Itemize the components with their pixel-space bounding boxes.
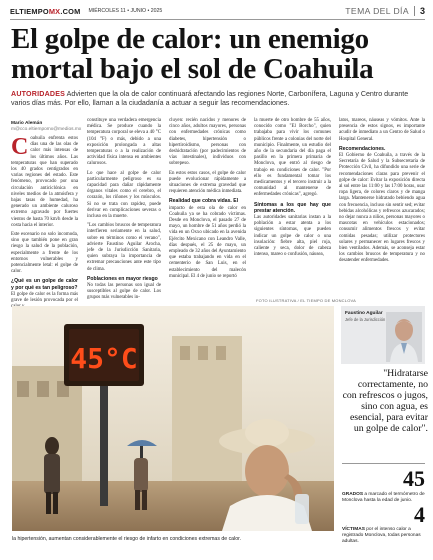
paragraph: impacto de esta ola de calor en Coahuila ya se ha cobrado víctimas. Desde en Monclova, el pasado 27 de mayo, un hombre de 51 años perdió la vida en un Oxxo ubicado en la avenida Ejército Mexicano con Leandro Valle, días después, el 25 de mayo, un empleado de 32 años del Ayuntamiento que estaba trabajando en vida en el cementerio de San Luis, en el establecimiento del malecón municipal. El 4 de junio se reportó <box>169 205 246 279</box>
brand-main: ELTIEMPO <box>10 6 49 16</box>
deck-label: AUTORIDADES <box>11 90 66 98</box>
divider <box>414 6 415 16</box>
paragraph: Lo que hace al golpe de calor particularmente peligroso es su capacidad para dañar rápidamente órganos vitales como el cerebro, el corazón, los riñones y los músculos. Si no se trata con rapidez, puede derivar en complicaciones severas o incluso en la muerte. <box>87 170 161 220</box>
paragraph: latos, mareos, náuseas y vómitos. Ante la presencia de estos signos, es importante acudir de inmediato a un Centro de Salud o Hospital General. <box>339 118 425 142</box>
author-name: Mario Alemán <box>11 121 43 126</box>
paragraph: constituye una verdadera emergencia médica. Se produce cuando la temperatura corporal se eleva a 40 °C (104 °F) o más, debido a una exposición prolongada a altas temperaturas o a la realización de actividad física intensa en ambientes calurosos. <box>87 118 161 167</box>
main-photo[interactable] <box>12 306 334 531</box>
brand-logo[interactable] <box>10 7 80 16</box>
photo-caption: la hipertensión, aumentan considerablemente el riesgo de infarto en condiciones extremas de calor. <box>12 536 241 542</box>
article-column-5 <box>339 118 425 268</box>
paragraph: El Gobierno de Coahuila, a través de la Secretaría de Salud y la Subsecretaría de Protección Civil, ha difundido una serie de recomendaciones claras para prevenir el golpe de calor: Evitar la exposición directa al sol entre las 11:00 y las 17:00 horas, usar ropa ligera, de colores claros y de manga larga. Mantenerse hidratado bebiendo agua con frecuencia, incluso sin sentir sed; evitar bebidas alcohólicas y refrescos azucarados; no dejar nunca a niños, personas mayores o mascotas en vehículos estacionados; consumir alimentos frescos y evitar comidas pesadas; utilizar protectores solares y permanecer en lugares frescos y bien ventilados. Además, se aconseja estar los cambios bruscos de temperatura y no desatender enfermedades. <box>339 153 425 264</box>
paragraph: No todas las personas son igual de susceptibles al golpe de calor. Los grupos más vulnerables in- <box>87 283 161 301</box>
issue-date: MIÉRCOLES 11 • JUNIO • 2025 <box>88 8 163 14</box>
subheading: Poblaciones en mayor riesgo <box>87 275 158 282</box>
article-column-1 <box>11 136 78 313</box>
paragraph: Este escenario no solo incomoda, sino que también pone en gran riesgo la salud de la población, especialmente a frente de los entornos vulnerables y potencialmente letal: el golpe de calor. <box>11 232 78 275</box>
pull-quote: "Hidratarse correctamente, no con refrescos o jugos, sino con agua, es esencial, para evitar un golpe de calor". <box>342 368 428 434</box>
top-bar <box>10 5 425 17</box>
author-email[interactable]: m@cco.eltiempomx@medios.mx <box>11 127 82 132</box>
headline: El golpe de calor: un enemigo mortal bajo el sol de Coahuila <box>11 23 374 85</box>
stat-text-victims: VÍCTIMAS por el intenso calor a registrado Monclova, todas personas adultas. <box>342 527 421 544</box>
quote-author-role: Jefe de la Jurisdicción <box>345 317 386 322</box>
quote-author-name: Faustino Aguilar <box>345 311 383 316</box>
street-thermometer-image <box>12 306 334 531</box>
paragraph: la muerte de otro hombre de 55 años, conocido como "El Borcho", quien trabajaba para vivir los comunes públicos frente a colonias del norte del municipio. Finalmente, un estudio del año de la secundaria del día paga el pasillo en la primera primaria de Monclova, que entró al riesgo de trabajo en condiciones de calor. "Por ello es fundamental tomar los medicamentos y el tercero instruir a la comunidad al mantenerse de enfermedades crónicas", agregó. <box>254 118 331 198</box>
paragraph: "Los cambios bruscos de temperatura interfieren seriamente en la salud, sobre en términos como el verano", advierte Faustino Aguilar Arocha, jefe de la Jurisdicción Sanitaria, quien subraya la importancia de extremar precauciones ante este tipo de clima. <box>87 223 161 272</box>
stat-text-temperature: GRADOS a marcado el termómetro de Monclova hasta la edad de junio. <box>342 492 425 503</box>
paragraph: En estos estos casos, el golpe de calor puede evolucionar rápidamente a situaciones de extrema gravedad que requieren atención médica inmediata. <box>169 170 246 195</box>
stat-number-victims: 4 <box>414 502 425 527</box>
paragraph: El golpe de calor es la forma más grave de lesión provocada por el <box>11 291 78 304</box>
header-rule <box>10 19 425 20</box>
section-label: TEMA DEL DÍA <box>345 6 409 16</box>
page-number: 3 <box>419 6 425 16</box>
byline <box>11 121 81 133</box>
brand-suffix: MX <box>48 6 61 16</box>
deck <box>11 90 425 109</box>
subheading: Realidad que cobra vidas. El <box>169 198 239 205</box>
quote-divider <box>342 463 425 464</box>
subheading: Recomendaciones. <box>339 145 386 152</box>
deck-text: Advierten que la ola de calor continuará afectando las regiones Norte, Carbonífera, Laguna y Centro durante varios días más. Por ello, llaman a la ciudadanía a actuar a seguir las recomendaciones. <box>11 90 409 108</box>
article-column-3 <box>169 118 246 283</box>
stat-number-temperature: 45 <box>403 466 425 491</box>
subheading: ¿Qué es un golpe de calor y por qué es tan peligroso? <box>11 278 78 291</box>
article-column-2 <box>87 118 161 305</box>
photo-credit: FOTO ILUSTRATIVA / EL TIEMPO DE MONCLOVA <box>256 298 356 303</box>
thermometer-display: 45°C <box>70 342 138 375</box>
drop-cap: C <box>11 134 29 160</box>
article-column-4 <box>254 118 331 261</box>
subheading: Síntomas a los que hay que prestar atención. <box>254 201 331 214</box>
paragraph: cluyen: recién nacidos y menores de cinco años, adultos mayores, personas con enfermedades crónicas como diabetes, hipertensión o hipertiroidismo, personas con deshidratación (por padecimientos de vías intestinales), individuos con sobrepeso. <box>169 118 246 167</box>
brand-dotcom: .COM <box>60 6 81 16</box>
author-portrait <box>386 312 422 362</box>
paragraph: Las autoridades sanitarias instan a la población a estar atenta a los siguientes síntomas, que pueden indicar un golpe de calor o una insolación: fiebre alta, piel roja, caliente y seca, dolor de cabeza intenso, mareo o confusión, náusea, <box>254 215 331 258</box>
paragraph: oahuila enfrenta estos días una de las olas de calor más intensas de los últimos años. Las temperaturas que han superado los 40 grados centígrados en varias regiones del estado. Este fenómeno, provocado por una circulación anticiclónica en niveles medios de la atmósfera y bajas tasas de humedad, ha generado un ambiente caluroso extremo agravado por fuertes vientos de hasta 70 km/h desde la costa hacia el interior. <box>11 136 78 228</box>
